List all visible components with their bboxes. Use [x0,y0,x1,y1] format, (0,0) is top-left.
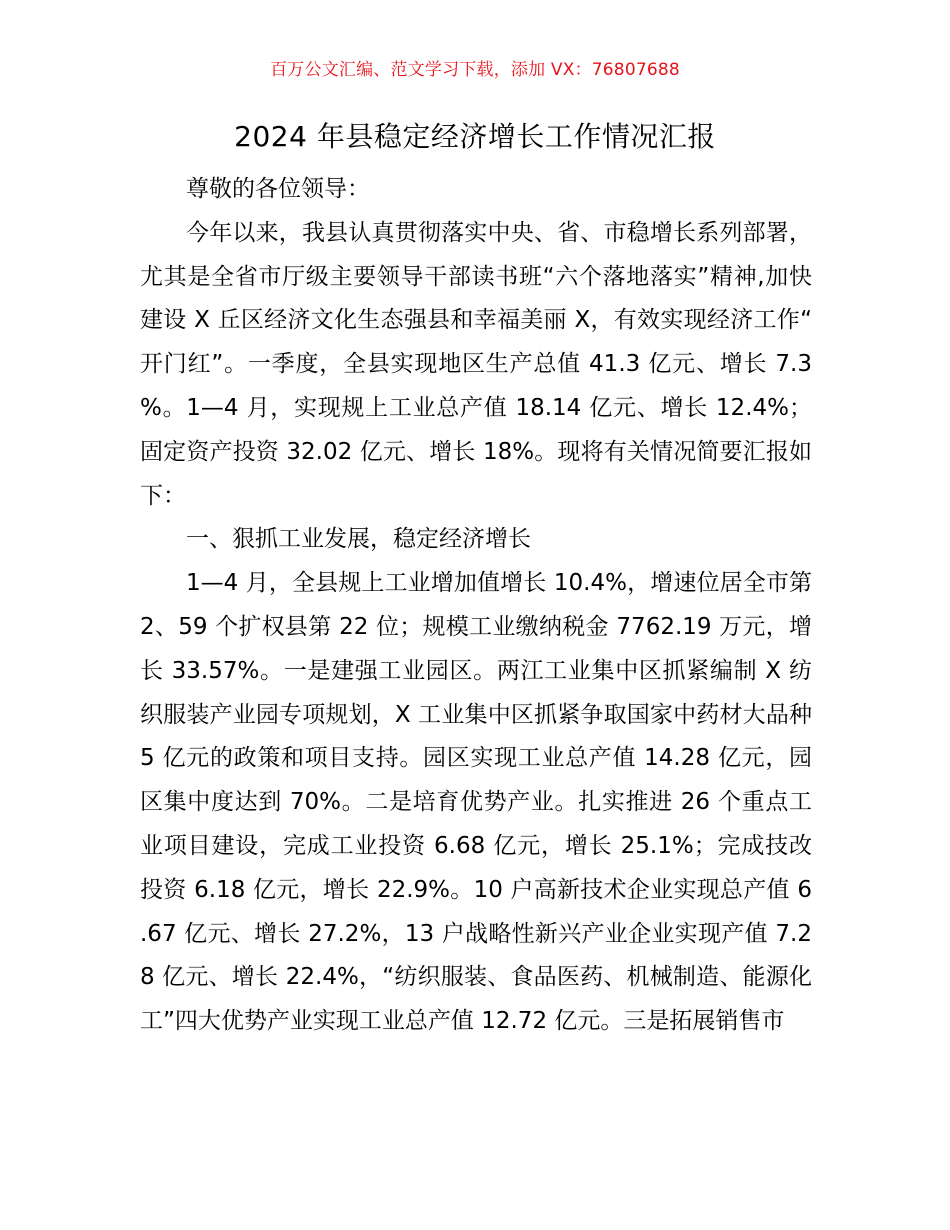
document-title: 2024 年县稳定经济增长工作情况汇报 [234,120,716,153]
salutation: 尊敬的各位领导： [186,176,370,202]
promo-banner: 百万公文汇编、范文学习下载，添加 VX：76807688 [270,60,680,80]
document-body [140,168,812,1044]
paragraph-industry: 1—4 月，全县规上工业增加值增长 10.4%，增速位居全市第 2、59 个扩权县第 22 位；规模工业缴纳税金 7762.19 万元，增长 33.57%。一是建强工业园区。两江工业集中区抓紧编制 X 纺织服装产业园专项规划，X 工业集中区抓紧争取国家中药材大品种 5 亿元的政策和项目支持。园区实现工业总产值 14.28 亿元，园区集中度达到 70%。二是培育优势产业。扎实推进 26 个重点工业项目建设，完成工业投资 6.68 亿元，增长 25.1%；完成技改投资 6.18 亿元，增长 22.9%。10 户高新技术企业实现总产值 6.67 亿元、增长 27.2%，13 户战略性新兴产业企业实现产值 7.28 亿元、增长 22.4%，“纺织服装、食品医药、机械制造、能源化工”四大优势产业实现工业总产值 12.72 亿元。三是拓展销售市 [140,570,812,1035]
section-heading: 一、狠抓工业发展，稳定经济增长 [186,526,531,553]
paragraph-intro: 今年以来，我县认真贯彻落实中央、省、市稳增长系列部署，尤其是全省市厅级主要领导干部读书班“六个落地落实”精神,加快建设 X 丘区经济文化生态强县和幸福美丽 X，有效实现经济工作“开门红”。一季度，全县实现地区生产总值 41.3 亿元、增长 7.3%。1—4 月，实现规上工业总产值 18.14 亿元、增长 12.4%；固定资产投资 32.02 亿元、增长 18%。现将有关情况简要汇报如下： [140,219,812,509]
